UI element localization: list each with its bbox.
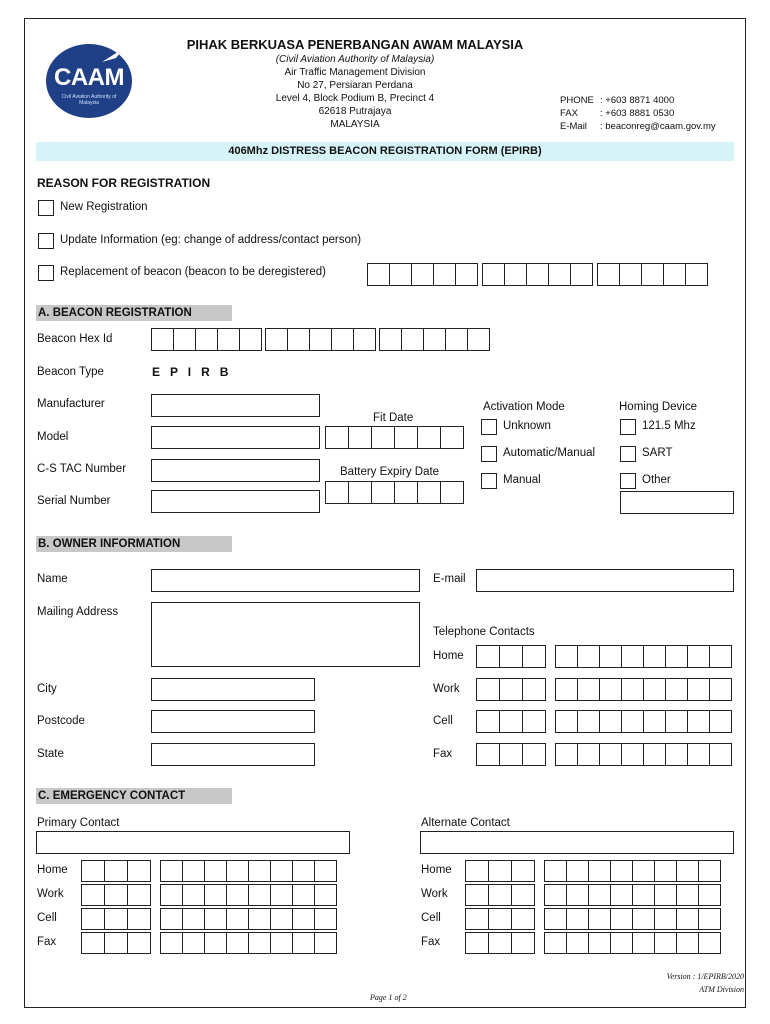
- contact-value: : +603 8881 0530: [600, 108, 675, 119]
- character-cell[interactable]: [465, 908, 489, 930]
- character-cell[interactable]: [687, 743, 710, 766]
- character-cell[interactable]: [676, 932, 699, 954]
- checkbox-label: Replacement of beacon (beacon to be deregistered): [60, 266, 326, 278]
- owner-email-label: E-mail: [433, 573, 466, 585]
- homing-other-checkbox[interactable]: [620, 473, 636, 489]
- character-cell[interactable]: [709, 678, 732, 701]
- character-cell[interactable]: [698, 884, 721, 906]
- manufacturer-field[interactable]: [151, 394, 320, 417]
- character-cell[interactable]: [182, 860, 205, 882]
- owner-name-field[interactable]: [151, 569, 420, 592]
- owner-fax-cells[interactable]: [476, 743, 731, 766]
- character-cell[interactable]: [577, 710, 600, 733]
- character-cell[interactable]: [314, 932, 337, 954]
- character-cell[interactable]: [367, 263, 390, 286]
- hex-id-label: Beacon Hex Id: [37, 333, 113, 345]
- character-cell[interactable]: [423, 328, 446, 351]
- city-label: City: [37, 683, 57, 695]
- cell-gap: [545, 678, 555, 701]
- character-cell[interactable]: [555, 678, 578, 701]
- character-cell[interactable]: [325, 426, 349, 449]
- owner-name-label: Name: [37, 573, 68, 585]
- character-cell[interactable]: [599, 645, 622, 668]
- character-cell[interactable]: [643, 678, 666, 701]
- character-cell[interactable]: [104, 884, 128, 906]
- contact-label: E-Mail: [560, 121, 587, 132]
- phone-label: Home: [421, 864, 452, 876]
- address-line: No 27, Persiaran Perdana: [297, 80, 413, 91]
- character-cell[interactable]: [676, 884, 699, 906]
- telephone-contacts-title: Telephone Contacts: [433, 626, 535, 638]
- contact-label: FAX: [560, 108, 578, 119]
- character-cell[interactable]: [248, 908, 271, 930]
- character-cell[interactable]: [544, 884, 567, 906]
- homing-device-title: Homing Device: [619, 401, 697, 413]
- character-cell[interactable]: [417, 481, 441, 504]
- character-cell[interactable]: [621, 678, 644, 701]
- character-cell[interactable]: [621, 743, 644, 766]
- checkbox-label: SART: [642, 447, 673, 459]
- cell-gap: [150, 932, 160, 954]
- character-cell[interactable]: [566, 908, 589, 930]
- form-title: 406Mhz DISTRESS BEACON REGISTRATION FORM (EPIRB): [36, 142, 734, 161]
- character-cell[interactable]: [676, 908, 699, 930]
- character-cell[interactable]: [127, 884, 151, 906]
- character-cell[interactable]: [476, 645, 500, 668]
- character-cell[interactable]: [292, 860, 315, 882]
- character-cell[interactable]: [467, 328, 490, 351]
- character-cell[interactable]: [654, 932, 677, 954]
- checkbox-label: Update Information (eg: change of address/contact person): [60, 234, 362, 246]
- new-registration-checkbox[interactable]: [38, 200, 54, 216]
- primary-contact-field[interactable]: [36, 831, 350, 854]
- activation-unknown-checkbox[interactable]: [481, 419, 497, 435]
- character-cell[interactable]: [665, 710, 688, 733]
- character-cell[interactable]: [151, 328, 174, 351]
- character-cell[interactable]: [417, 426, 441, 449]
- section-a-title: A. BEACON REGISTRATION: [36, 305, 232, 321]
- primary-fax-cells[interactable]: [81, 932, 336, 954]
- character-cell[interactable]: [709, 710, 732, 733]
- phone-label: Home: [433, 650, 464, 662]
- character-cell[interactable]: [248, 932, 271, 954]
- primary-work-phone-cells[interactable]: [81, 884, 336, 906]
- character-cell[interactable]: [127, 860, 151, 882]
- activation-mode-title: Activation Mode: [483, 401, 565, 413]
- org-name: PIHAK BERKUASA PENERBANGAN AWAM MALAYSIA: [186, 37, 524, 52]
- activation-automatic-checkbox[interactable]: [481, 446, 497, 462]
- character-cell[interactable]: [544, 860, 567, 882]
- character-cell[interactable]: [239, 328, 262, 351]
- character-cell[interactable]: [371, 481, 395, 504]
- character-cell[interactable]: [599, 710, 622, 733]
- phone-label: Cell: [421, 912, 441, 924]
- character-cell[interactable]: [511, 860, 535, 882]
- checkbox-label: Automatic/Manual: [503, 447, 596, 459]
- character-cell[interactable]: [522, 678, 546, 701]
- character-cell[interactable]: [465, 884, 489, 906]
- character-cell[interactable]: [570, 263, 593, 286]
- character-cell[interactable]: [522, 710, 546, 733]
- character-cell[interactable]: [548, 263, 571, 286]
- address-line: 62618 Putrajaya: [318, 106, 392, 117]
- character-cell[interactable]: [665, 645, 688, 668]
- battery-expiry-cells[interactable]: [325, 481, 463, 504]
- character-cell[interactable]: [488, 884, 512, 906]
- character-cell[interactable]: [566, 860, 589, 882]
- section-c-title: C. EMERGENCY CONTACT: [36, 788, 232, 804]
- alternate-work-phone-cells[interactable]: [465, 884, 720, 906]
- phone-label: Cell: [37, 912, 57, 924]
- section-b-title: B. OWNER INFORMATION: [36, 536, 232, 552]
- character-cell[interactable]: [455, 263, 478, 286]
- character-cell[interactable]: [265, 328, 288, 351]
- alternate-home-phone-cells[interactable]: [465, 860, 720, 882]
- character-cell[interactable]: [81, 860, 105, 882]
- character-cell[interactable]: [632, 908, 655, 930]
- character-cell[interactable]: [81, 884, 105, 906]
- character-cell[interactable]: [610, 860, 633, 882]
- character-cell[interactable]: [331, 328, 354, 351]
- caam-logo: [46, 44, 132, 118]
- serial-number-label: Serial Number: [37, 495, 111, 507]
- phone-label: Cell: [433, 715, 453, 727]
- homing-other-field[interactable]: [620, 491, 734, 514]
- character-cell[interactable]: [588, 908, 611, 930]
- phone-label: Fax: [37, 936, 57, 948]
- character-cell[interactable]: [522, 743, 546, 766]
- owner-cell-phone-cells[interactable]: [476, 710, 731, 733]
- alternate-contact-field[interactable]: [420, 831, 734, 854]
- character-cell[interactable]: [555, 645, 578, 668]
- character-cell[interactable]: [544, 932, 567, 954]
- reason-title: REASON FOR REGISTRATION: [37, 176, 211, 190]
- cell-gap: [150, 884, 160, 906]
- character-cell[interactable]: [643, 743, 666, 766]
- division: Air Traffic Management Division: [284, 67, 426, 78]
- character-cell[interactable]: [465, 860, 489, 882]
- mailing-address-field[interactable]: [151, 602, 420, 667]
- cs-tac-label: C-S TAC Number: [37, 463, 127, 475]
- character-cell[interactable]: [588, 932, 611, 954]
- model-label: Model: [37, 431, 69, 443]
- character-cell[interactable]: [226, 860, 249, 882]
- logo-subtext: Civil Aviation Authority of Malaysia: [61, 94, 117, 106]
- character-cell[interactable]: [195, 328, 218, 351]
- alternate-contact-label: Alternate Contact: [421, 817, 510, 829]
- character-cell[interactable]: [511, 884, 535, 906]
- battery-expiry-label: Battery Expiry Date: [340, 466, 440, 478]
- cell-gap: [534, 932, 544, 954]
- character-cell[interactable]: [676, 860, 699, 882]
- character-cell[interactable]: [270, 932, 293, 954]
- serial-number-field[interactable]: [151, 490, 320, 513]
- owner-email-field[interactable]: [476, 569, 734, 592]
- state-field[interactable]: [151, 743, 315, 766]
- footer-division: ATM Division: [699, 985, 744, 994]
- character-cell[interactable]: [599, 678, 622, 701]
- character-cell[interactable]: [348, 481, 372, 504]
- character-cell[interactable]: [465, 932, 489, 954]
- primary-cell-phone-cells[interactable]: [81, 908, 336, 930]
- character-cell[interactable]: [270, 860, 293, 882]
- character-cell[interactable]: [663, 263, 686, 286]
- checkbox-label: New Registration: [60, 201, 148, 213]
- character-cell[interactable]: [499, 678, 523, 701]
- character-cell[interactable]: [248, 860, 271, 882]
- character-cell[interactable]: [610, 908, 633, 930]
- mailing-address-label: Mailing Address: [37, 606, 119, 618]
- character-cell[interactable]: [610, 932, 633, 954]
- contact-value: : +603 8871 4000: [600, 95, 675, 106]
- character-cell[interactable]: [314, 860, 337, 882]
- checkbox-label: 121.5 Mhz: [642, 420, 696, 432]
- character-cell[interactable]: [371, 426, 395, 449]
- character-cell[interactable]: [182, 932, 205, 954]
- character-cell[interactable]: [488, 908, 512, 930]
- cs-tac-field[interactable]: [151, 459, 320, 482]
- character-cell[interactable]: [314, 908, 337, 930]
- character-cell[interactable]: [499, 710, 523, 733]
- character-cell[interactable]: [687, 710, 710, 733]
- character-cell[interactable]: [621, 710, 644, 733]
- beacon-hex-id-cells[interactable]: [151, 328, 489, 351]
- character-cell[interactable]: [270, 908, 293, 930]
- character-cell[interactable]: [433, 263, 456, 286]
- character-cell[interactable]: [226, 884, 249, 906]
- character-cell[interactable]: [314, 884, 337, 906]
- character-cell[interactable]: [522, 645, 546, 668]
- alternate-fax-cells[interactable]: [465, 932, 720, 954]
- character-cell[interactable]: [248, 884, 271, 906]
- cell-gap: [545, 743, 555, 766]
- character-cell[interactable]: [654, 860, 677, 882]
- contact-value: : beaconreg@caam.gov.my: [600, 121, 716, 132]
- owner-home-phone-cells[interactable]: [476, 645, 731, 668]
- phone-label: Work: [421, 888, 448, 900]
- character-cell[interactable]: [445, 328, 468, 351]
- checkbox-label: Manual: [503, 474, 541, 486]
- character-cell[interactable]: [440, 481, 464, 504]
- character-cell[interactable]: [81, 908, 105, 930]
- character-cell[interactable]: [182, 908, 205, 930]
- address-line: Level 4, Block Podium B, Precinct 4: [275, 93, 435, 104]
- character-cell[interactable]: [588, 860, 611, 882]
- character-cell[interactable]: [81, 932, 105, 954]
- homing-sart-checkbox[interactable]: [620, 446, 636, 462]
- character-cell[interactable]: [599, 743, 622, 766]
- character-cell[interactable]: [499, 743, 523, 766]
- contact-label: PHONE: [560, 95, 594, 106]
- character-cell[interactable]: [654, 908, 677, 930]
- activation-manual-checkbox[interactable]: [481, 473, 497, 489]
- update-information-checkbox[interactable]: [38, 233, 54, 249]
- character-cell[interactable]: [287, 328, 310, 351]
- character-cell[interactable]: [577, 743, 600, 766]
- state-label: State: [37, 748, 64, 760]
- character-cell[interactable]: [173, 328, 196, 351]
- character-cell[interactable]: [643, 710, 666, 733]
- cell-gap: [534, 860, 544, 882]
- character-cell[interactable]: [325, 481, 349, 504]
- primary-contact-label: Primary Contact: [37, 817, 120, 829]
- character-cell[interactable]: [687, 645, 710, 668]
- character-cell[interactable]: [632, 860, 655, 882]
- character-cell[interactable]: [577, 678, 600, 701]
- beacon-type-label: Beacon Type: [37, 366, 104, 378]
- character-cell[interactable]: [544, 908, 567, 930]
- character-cell[interactable]: [641, 263, 664, 286]
- character-cell[interactable]: [488, 932, 512, 954]
- character-cell[interactable]: [160, 908, 183, 930]
- primary-home-phone-cells[interactable]: [81, 860, 336, 882]
- address-line: MALAYSIA: [330, 119, 380, 130]
- character-cell[interactable]: [588, 884, 611, 906]
- model-field[interactable]: [151, 426, 320, 449]
- page-number: Page 1 of 2: [370, 993, 407, 1002]
- character-cell[interactable]: [610, 884, 633, 906]
- character-cell[interactable]: [482, 263, 505, 286]
- character-cell[interactable]: [440, 426, 464, 449]
- character-cell[interactable]: [270, 884, 293, 906]
- owner-work-phone-cells[interactable]: [476, 678, 731, 701]
- character-cell[interactable]: [309, 328, 332, 351]
- homing-121-checkbox[interactable]: [620, 419, 636, 435]
- character-cell[interactable]: [217, 328, 240, 351]
- character-cell[interactable]: [104, 860, 128, 882]
- character-cell[interactable]: [394, 481, 418, 504]
- phone-label: Work: [37, 888, 64, 900]
- cell-gap: [545, 710, 555, 733]
- character-cell[interactable]: [526, 263, 549, 286]
- fit-date-cells[interactable]: [325, 426, 463, 449]
- logo-text: CAAM: [54, 64, 124, 91]
- character-cell[interactable]: [619, 263, 642, 286]
- character-cell[interactable]: [160, 932, 183, 954]
- phone-label: Home: [37, 864, 68, 876]
- character-cell[interactable]: [566, 884, 589, 906]
- character-cell[interactable]: [160, 860, 183, 882]
- cell-gap: [150, 908, 160, 930]
- phone-label: Fax: [421, 936, 441, 948]
- phone-label: Fax: [433, 748, 453, 760]
- beacon-type-value: E P I R B: [152, 365, 229, 379]
- character-cell[interactable]: [127, 932, 151, 954]
- character-cell[interactable]: [499, 645, 523, 668]
- character-cell[interactable]: [488, 860, 512, 882]
- character-cell[interactable]: [504, 263, 527, 286]
- character-cell[interactable]: [476, 678, 500, 701]
- version-text: Version : 1/EPIRB/2020: [666, 972, 744, 981]
- character-cell[interactable]: [226, 932, 249, 954]
- character-cell[interactable]: [104, 908, 128, 930]
- character-cell[interactable]: [379, 328, 402, 351]
- manufacturer-label: Manufacturer: [37, 398, 105, 410]
- character-cell[interactable]: [698, 932, 721, 954]
- phone-label: Work: [433, 683, 460, 695]
- character-cell[interactable]: [292, 908, 315, 930]
- cell-gap: [534, 884, 544, 906]
- character-cell[interactable]: [709, 645, 732, 668]
- character-cell[interactable]: [555, 743, 578, 766]
- character-cell[interactable]: [511, 908, 535, 930]
- character-cell[interactable]: [204, 932, 227, 954]
- character-cell[interactable]: [643, 645, 666, 668]
- cell-gap: [150, 860, 160, 882]
- character-cell[interactable]: [698, 908, 721, 930]
- character-cell[interactable]: [182, 884, 205, 906]
- character-cell[interactable]: [511, 932, 535, 954]
- cell-gap: [534, 908, 544, 930]
- old-beacon-hex-cells[interactable]: [367, 263, 707, 286]
- character-cell[interactable]: [204, 884, 227, 906]
- character-cell[interactable]: [597, 263, 620, 286]
- character-cell[interactable]: [665, 678, 688, 701]
- character-cell[interactable]: [353, 328, 376, 351]
- character-cell[interactable]: [687, 678, 710, 701]
- postcode-field[interactable]: [151, 710, 315, 733]
- cell-gap: [545, 645, 555, 668]
- character-cell[interactable]: [394, 426, 418, 449]
- character-cell[interactable]: [204, 908, 227, 930]
- city-field[interactable]: [151, 678, 315, 701]
- character-cell[interactable]: [348, 426, 372, 449]
- fit-date-label: Fit Date: [373, 412, 414, 424]
- checkbox-label: Unknown: [503, 420, 551, 432]
- character-cell[interactable]: [204, 860, 227, 882]
- org-name-en: (Civil Aviation Authority of Malaysia): [275, 54, 435, 65]
- character-cell[interactable]: [292, 884, 315, 906]
- character-cell[interactable]: [654, 884, 677, 906]
- character-cell[interactable]: [632, 884, 655, 906]
- character-cell[interactable]: [104, 932, 128, 954]
- character-cell[interactable]: [698, 860, 721, 882]
- character-cell[interactable]: [685, 263, 708, 286]
- character-cell[interactable]: [411, 263, 434, 286]
- character-cell[interactable]: [665, 743, 688, 766]
- character-cell[interactable]: [709, 743, 732, 766]
- alternate-cell-phone-cells[interactable]: [465, 908, 720, 930]
- character-cell[interactable]: [476, 710, 500, 733]
- character-cell[interactable]: [127, 908, 151, 930]
- character-cell[interactable]: [292, 932, 315, 954]
- contact-block: [560, 94, 716, 133]
- character-cell[interactable]: [577, 645, 600, 668]
- character-cell[interactable]: [632, 932, 655, 954]
- character-cell[interactable]: [160, 884, 183, 906]
- character-cell[interactable]: [226, 908, 249, 930]
- character-cell[interactable]: [555, 710, 578, 733]
- character-cell[interactable]: [389, 263, 412, 286]
- character-cell[interactable]: [566, 932, 589, 954]
- character-cell[interactable]: [621, 645, 644, 668]
- character-cell[interactable]: [401, 328, 424, 351]
- checkbox-label: Other: [642, 474, 671, 486]
- replacement-checkbox[interactable]: [38, 265, 54, 281]
- plane-wing-icon: [102, 48, 124, 62]
- character-cell[interactable]: [476, 743, 500, 766]
- postcode-label: Postcode: [37, 715, 85, 727]
